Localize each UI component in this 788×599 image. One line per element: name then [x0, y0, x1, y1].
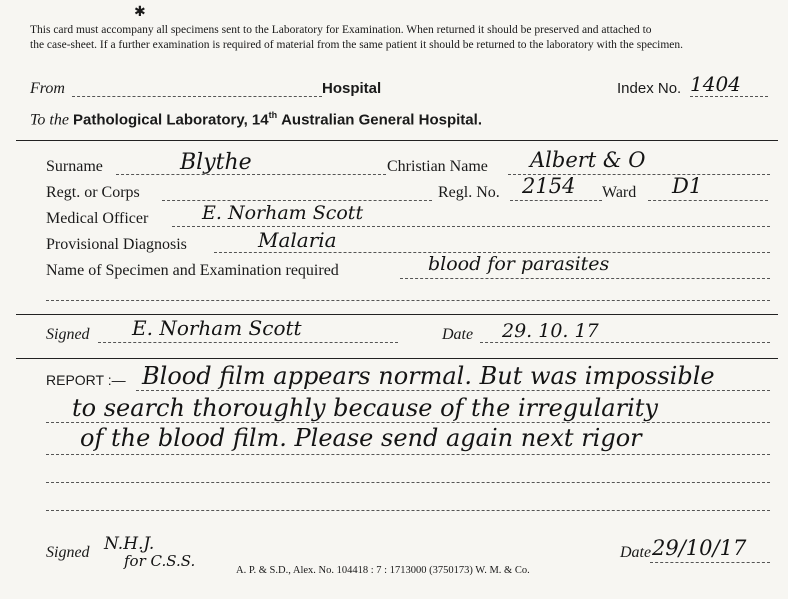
notice-line-2: the case-sheet. If a further examination is required of material from the same patient it should be returned to the laboratory with the specimen. — [30, 39, 684, 51]
medical-officer-label: Medical Officer — [46, 210, 149, 227]
specimen-line — [400, 278, 770, 279]
regl-no-value: 2154 — [522, 174, 576, 198]
signed-value: E. Norham Scott — [132, 316, 302, 340]
from-line — [72, 96, 322, 97]
regt-label: Regt. or Corps — [46, 184, 140, 201]
footer-signed-label: Signed — [46, 544, 90, 561]
date-line — [480, 342, 770, 343]
christian-name-value: Albert & O — [530, 148, 646, 172]
diagnosis-label: Provisional Diagnosis — [46, 236, 187, 253]
divider-1 — [16, 140, 778, 141]
report-rule-2 — [46, 422, 770, 423]
report-rule-4 — [46, 482, 770, 483]
ward-value: D1 — [672, 174, 703, 198]
printer-imprint: A. P. & S.D., Alex. No. 104418 : 7 : 1713000 (3750173) W. M. & Co. — [236, 565, 530, 576]
report-line-1: Blood film appears normal. But was impossible — [142, 362, 715, 390]
asterisk-mark: ✱ — [134, 5, 146, 20]
ward-label: Ward — [602, 184, 637, 201]
report-rule-1 — [136, 390, 770, 391]
christian-name-label: Christian Name — [387, 158, 488, 175]
medical-officer-line — [172, 226, 770, 227]
ward-line — [648, 200, 768, 201]
regl-no-label: Regl. No. — [438, 184, 500, 201]
footer-date-value: 29/10/17 — [652, 536, 747, 560]
medical-officer-value: E. Norham Scott — [202, 202, 364, 224]
index-label: Index No. — [617, 80, 682, 97]
regl-no-line — [510, 200, 602, 201]
footer-date-line — [650, 562, 770, 563]
from-label: From — [30, 80, 65, 97]
lab-suffix: Australian General Hospital. — [281, 111, 482, 129]
footer-date-label: Date — [620, 544, 652, 561]
report-line-3: of the blood film. Please send again next rigor — [80, 424, 642, 452]
divider-2 — [16, 314, 778, 315]
signed-label: Signed — [46, 326, 90, 343]
to-prefix: To the — [30, 111, 69, 129]
index-line — [690, 96, 768, 97]
report-line-2: to search thoroughly because of the irregularity — [72, 394, 658, 422]
divider-3 — [16, 358, 778, 359]
regt-line — [162, 200, 432, 201]
report-label: REPORT :— — [46, 372, 126, 388]
lab-ordinal: th — [268, 110, 278, 120]
specimen-label: Name of Specimen and Examination required — [46, 262, 339, 279]
specimen-value: blood for parasites — [428, 253, 610, 275]
report-rule-3 — [46, 454, 770, 455]
report-rule-5 — [46, 510, 770, 511]
notice-line-1: This card must accompany all specimens sent to the Laboratory for Examination. When returned it should be preserved and attached to — [30, 24, 652, 36]
lab-name: Pathological Laboratory, 14 — [72, 111, 269, 129]
date-label: Date — [442, 326, 474, 343]
to-line — [30, 110, 482, 129]
index-value: 1404 — [690, 72, 741, 96]
footer-signed-value-1: N.H.J. — [104, 534, 155, 554]
signed-line — [98, 342, 398, 343]
date-value: 29. 10. 17 — [502, 320, 599, 342]
diagnosis-value: Malaria — [258, 228, 337, 252]
specimen-line-2 — [46, 300, 770, 301]
footer-signed-value-2: for C.S.S. — [124, 552, 196, 570]
surname-label: Surname — [46, 158, 103, 175]
surname-value: Blythe — [180, 150, 252, 175]
hospital-label: Hospital — [322, 80, 382, 97]
